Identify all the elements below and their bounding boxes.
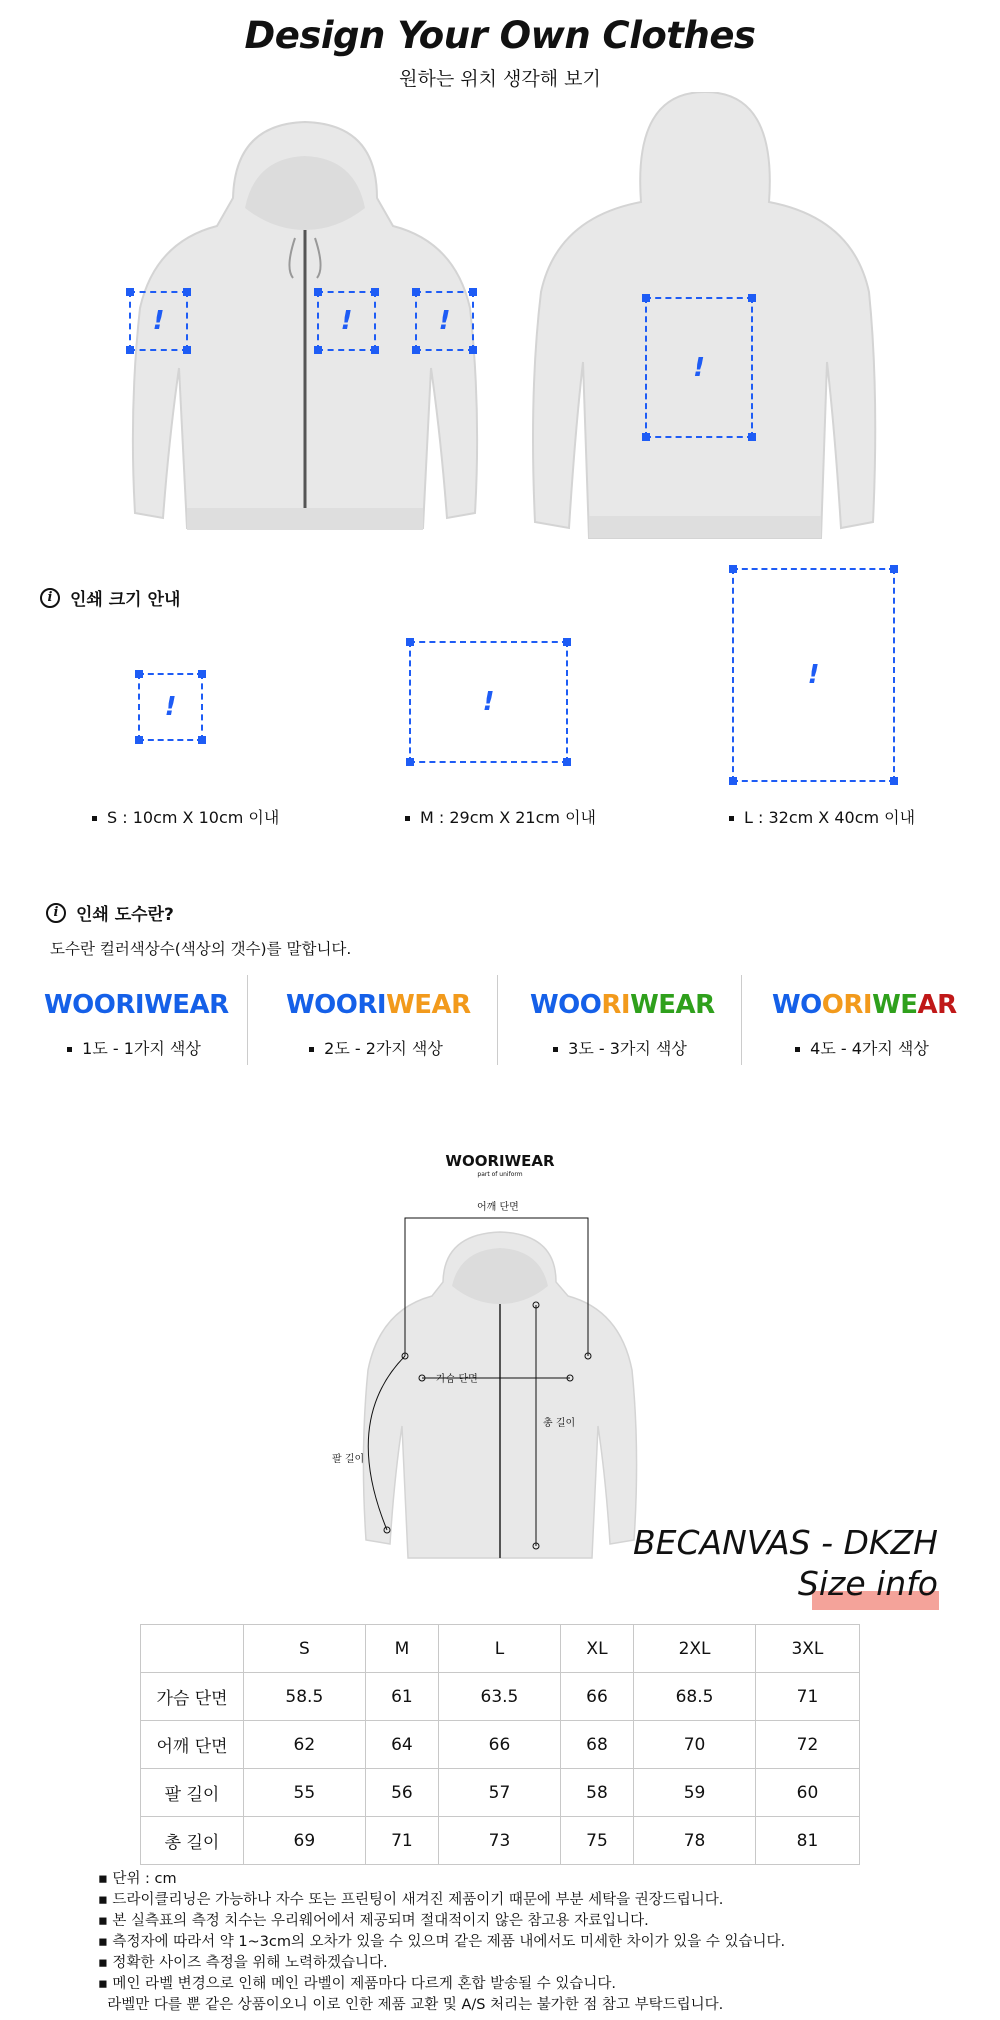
print-size-l-label: L : 32cm X 40cm 이내 — [729, 805, 915, 828]
table-cell: 66 — [560, 1673, 633, 1721]
size-table — [140, 1624, 860, 1865]
table-cell: 59 — [634, 1769, 756, 1817]
brand-logo-sub: part of uniform — [477, 1171, 523, 1178]
placement-mark: ! — [693, 352, 705, 383]
note-item: ▪ 정확한 사이즈 측정을 위해 노력하겠습니다. — [98, 1955, 388, 1971]
note-item: ▪ 측정자에 따라서 약 1~3cm의 오차가 있을 수 있으며 같은 제품 내에서도 미세한 차이가 있을 수 있습니다. — [98, 1934, 786, 1950]
table-header-cell: XL — [560, 1625, 633, 1673]
table-cell: 73 — [439, 1817, 561, 1865]
table-row — [141, 1817, 860, 1865]
color-count-3-label: 3도 - 3가지 색상 — [530, 1036, 710, 1059]
logo-segment: ORI — [821, 990, 873, 1020]
placement-mark: ! — [164, 692, 177, 722]
logo-segment: AR — [917, 990, 957, 1020]
table-cell: 75 — [560, 1817, 633, 1865]
row-label: 어깨 단면 — [141, 1721, 244, 1769]
table-header-cell — [141, 1625, 244, 1673]
product-name: BECANVAS - DKZH — [632, 1523, 938, 1562]
color-count-2-label: 2도 - 2가지 색상 — [286, 1036, 466, 1059]
notes-list — [98, 1869, 785, 2016]
logo-segment: WEAR — [630, 990, 715, 1020]
table-cell: 69 — [244, 1817, 366, 1865]
table-header-cell: 3XL — [755, 1625, 859, 1673]
logo-segment: WEAR — [386, 990, 471, 1020]
table-cell: 78 — [634, 1817, 756, 1865]
placement-mark: ! — [807, 660, 820, 690]
note-item: ▪ 드라이클리닝은 가능하나 자수 또는 프린팅이 새겨진 제품이기 때문에 부분 세탁을 권장드립니다. — [98, 1892, 724, 1908]
color-count-heading: i 인쇄 도수란? — [46, 900, 174, 925]
print-size-m-box — [409, 641, 568, 763]
info-icon: i — [46, 903, 66, 923]
table-row — [141, 1673, 860, 1721]
logo-segment: RI — [601, 990, 631, 1020]
note-item: ▪ 단위 : cm — [98, 1871, 177, 1887]
info-icon: i — [40, 588, 60, 608]
table-cell: 56 — [365, 1769, 438, 1817]
note-item: 라벨만 다를 뿐 같은 상품이오니 이로 인한 제품 교환 및 A/S 처리는 불가한 점 참고 부탁드립니다. — [98, 1997, 724, 2013]
placement-mark: ! — [340, 306, 353, 336]
placement-mark: ! — [152, 306, 165, 336]
table-cell: 81 — [755, 1817, 859, 1865]
divider — [497, 975, 498, 1065]
size-info-heading: Size info — [797, 1564, 938, 1603]
table-cell: 63.5 — [439, 1673, 561, 1721]
table-cell: 60 — [755, 1769, 859, 1817]
logo-1-color — [44, 990, 229, 1020]
placement-box-left-chest[interactable] — [317, 291, 376, 351]
note-item: ▪ 메인 라벨 변경으로 인해 메인 라벨이 제품마다 다르게 혼합 발송될 수 있습니다. — [98, 1976, 616, 1992]
shoulder-label: 어깨 단면 — [477, 1202, 519, 1213]
print-size-l-box — [732, 568, 895, 782]
logo-segment: WOO — [530, 990, 602, 1020]
table-row — [141, 1721, 860, 1769]
page-title: Design Your Own Clothes — [244, 14, 756, 57]
row-label: 가슴 단면 — [141, 1673, 244, 1721]
row-label: 총 길이 — [141, 1817, 244, 1865]
table-row — [141, 1769, 860, 1817]
table-header-cell: 2XL — [634, 1625, 756, 1673]
table-cell: 71 — [365, 1817, 438, 1865]
logo-segment: WOORI — [286, 990, 387, 1020]
row-label: 팔 길이 — [141, 1769, 244, 1817]
table-cell: 61 — [365, 1673, 438, 1721]
logo-segment: WE — [872, 990, 918, 1020]
table-header-cell: L — [439, 1625, 561, 1673]
total-length-label: 총 길이 — [543, 1418, 576, 1429]
chest-label: 가슴 단면 — [436, 1374, 478, 1385]
table-cell: 55 — [244, 1769, 366, 1817]
logo-segment: WOORIWEAR — [44, 990, 229, 1020]
table-cell: 62 — [244, 1721, 366, 1769]
color-count-description: 도수란 컬러색상수(색상의 갯수)를 말합니다. — [50, 940, 352, 958]
logo-segment: WO — [772, 990, 822, 1020]
table-cell: 58 — [560, 1769, 633, 1817]
placement-mark: ! — [482, 687, 495, 717]
sleeve-label: 팔 길이 — [332, 1454, 365, 1465]
color-count-4-label: 4도 - 4가지 색상 — [772, 1036, 952, 1059]
brand-logo: WOORIWEAR — [445, 1152, 555, 1170]
color-count-1-label: 1도 - 1가지 색상 — [44, 1036, 224, 1059]
placement-mark: ! — [438, 306, 451, 336]
size-diagram-image — [330, 1210, 670, 1570]
logo-4-color — [772, 990, 957, 1020]
logo-3-color — [530, 990, 715, 1020]
divider — [247, 975, 248, 1065]
note-item: ▪ 본 실측표의 측정 치수는 우리웨어에서 제공되며 절대적이지 않은 참고용 자료입니다. — [98, 1913, 649, 1929]
table-cell: 66 — [439, 1721, 561, 1769]
placement-box-left-sleeve[interactable] — [415, 291, 474, 351]
print-size-heading: i 인쇄 크기 안내 — [40, 585, 180, 610]
placement-box-right-sleeve[interactable] — [129, 291, 188, 351]
table-header-cell: M — [365, 1625, 438, 1673]
table-cell: 64 — [365, 1721, 438, 1769]
page-subtitle: 원하는 위치 생각해 보기 — [399, 68, 601, 90]
placement-box-back[interactable] — [645, 297, 753, 438]
table-cell: 58.5 — [244, 1673, 366, 1721]
print-size-s-label: S : 10cm X 10cm 이내 — [92, 805, 279, 828]
print-size-m-label: M : 29cm X 21cm 이내 — [405, 805, 596, 828]
divider — [741, 975, 742, 1065]
table-header-cell: S — [244, 1625, 366, 1673]
table-cell: 57 — [439, 1769, 561, 1817]
table-cell: 70 — [634, 1721, 756, 1769]
table-cell: 72 — [755, 1721, 859, 1769]
table-cell: 68.5 — [634, 1673, 756, 1721]
table-cell: 68 — [560, 1721, 633, 1769]
table-header-row — [141, 1625, 860, 1673]
table-cell: 71 — [755, 1673, 859, 1721]
logo-2-color — [286, 990, 471, 1020]
print-size-s-box — [138, 673, 203, 741]
